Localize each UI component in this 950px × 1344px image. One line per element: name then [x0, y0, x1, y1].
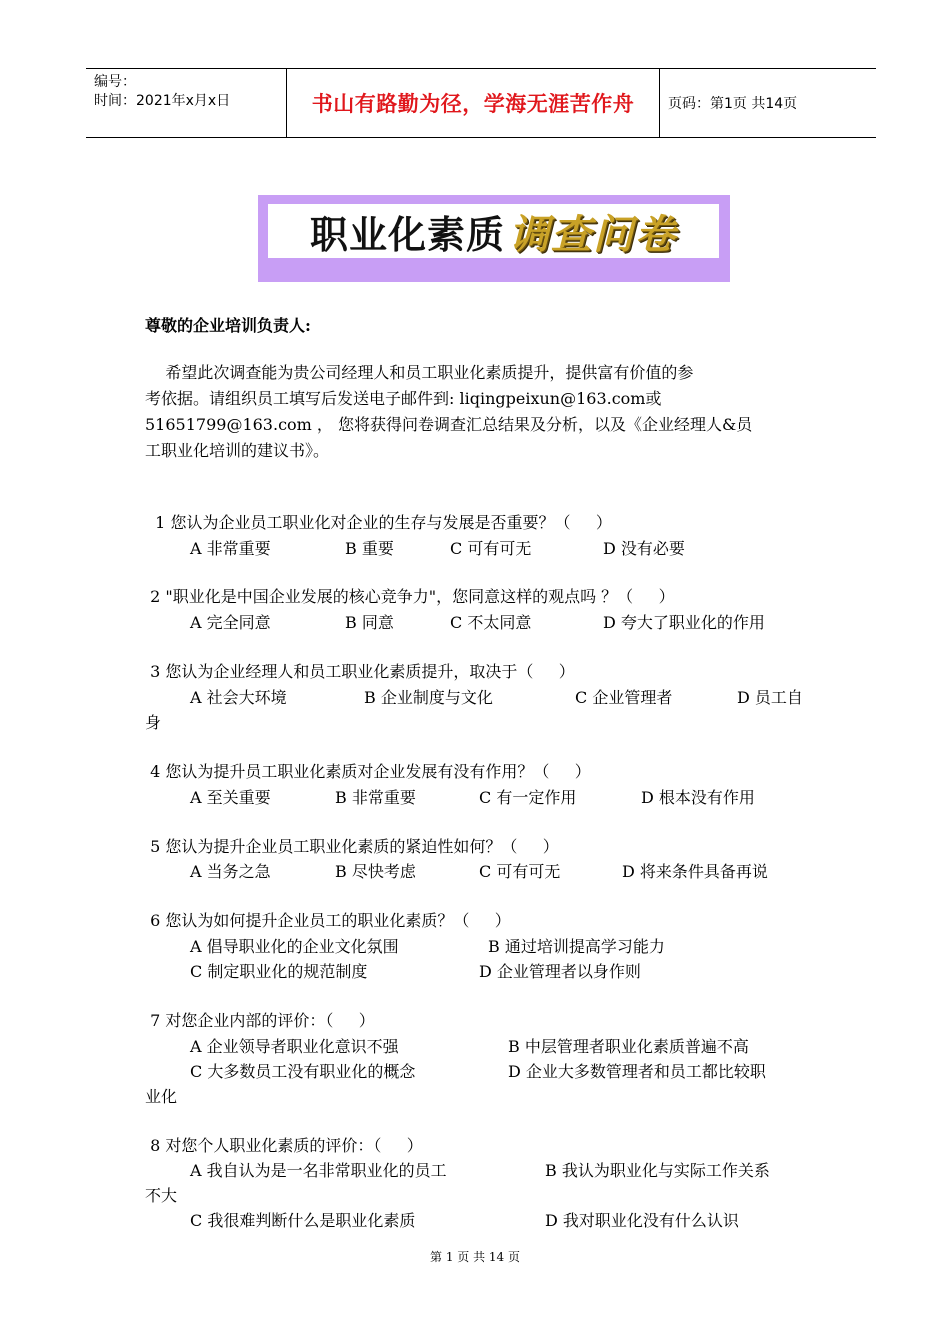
- q2-option-a: A 完全同意: [190, 613, 271, 632]
- q7-option-b: B 中层管理者职业化素质普遍不高: [508, 1037, 749, 1056]
- question-2: 2 "职业化是中国企业发展的核心竞争力"，您同意这样的观点吗 ？（ ）: [145, 587, 675, 606]
- letter-line: 51651799@163.com ， 您将获得问卷调查汇总结果及分析，以及《企业经理人&员: [145, 415, 753, 434]
- q8-option-d: D 我对职业化没有什么认识: [545, 1211, 739, 1230]
- letter-line: 考依据。请组织员工填写后发送电子邮件到: liqingpeixun@163.com或: [145, 389, 662, 408]
- document-number-label: 编号：: [94, 74, 136, 90]
- header-page-label: 页码：第1页 共14页: [668, 96, 798, 112]
- q7-option-d-wrap: 业化: [145, 1087, 178, 1106]
- q3-option-d: D 员工自: [737, 688, 803, 707]
- q4-option-d: D 根本没有作用: [641, 788, 755, 807]
- q8-option-b: B 我认为职业化与实际工作关系: [545, 1161, 770, 1180]
- letter-line: 希望此次调查能为贵公司经理人和员工职业化素质提升，提供富有价值的参: [145, 363, 694, 382]
- q3-option-d-wrap: 身: [145, 713, 162, 732]
- question-3: 3 您认为企业经理人和员工职业化素质提升，取决于（ ）: [145, 662, 575, 681]
- q5-option-d: D 将来条件具备再说: [622, 862, 768, 881]
- q3-option-b: B 企业制度与文化: [364, 688, 493, 707]
- q5-option-b: B 尽快考虑: [335, 862, 416, 881]
- q1-option-a: A 非常重要: [190, 539, 271, 558]
- q7-option-d: D 企业大多数管理者和员工都比较职: [508, 1062, 766, 1081]
- q4-option-c: C 有一定作用: [479, 788, 577, 807]
- question-4: 4 您认为提升员工职业化素质对企业发展有没有作用？（ ）: [145, 762, 591, 781]
- question-7: 7 对您企业内部的评价：（ ）: [145, 1011, 375, 1030]
- q4-option-a: A 至关重要: [190, 788, 271, 807]
- q3-option-c: C 企业管理者: [575, 688, 673, 707]
- title-gold-text: 调查问卷: [509, 210, 677, 258]
- q3-option-a: A 社会大环境: [190, 688, 287, 707]
- document-time-label: 时间：2021年x月x日: [94, 93, 231, 109]
- q8-option-c: C 我很难判断什么是职业化素质: [190, 1211, 416, 1230]
- title-banner: [258, 195, 730, 282]
- q4-option-b: B 非常重要: [335, 788, 416, 807]
- title-banner-inner: [268, 204, 719, 258]
- letter-line: 工职业化培训的建议书》。: [145, 441, 330, 460]
- question-5: 5 您认为提升企业员工职业化素质的紧迫性如何？（ ）: [145, 837, 559, 856]
- title-black-text: 职业化素质: [309, 211, 505, 257]
- q8-option-b-wrap: 不大: [145, 1186, 178, 1205]
- question-1: 1 您认为企业员工职业化对企业的生存与发展是否重要？（ ）: [145, 513, 612, 532]
- q7-option-c: C 大多数员工没有职业化的概念: [190, 1062, 416, 1081]
- question-8: 8 对您个人职业化素质的评价：（ ）: [145, 1136, 423, 1155]
- q6-option-d: D 企业管理者以身作则: [479, 962, 641, 981]
- q6-option-b: B 通过培训提高学习能力: [488, 937, 665, 956]
- header-meta-cell: [86, 69, 287, 137]
- letter-greeting: 尊敬的企业培训负责人:: [145, 316, 311, 335]
- q1-option-c: C 可有可无: [450, 539, 532, 558]
- q6-option-a: A 倡导职业化的企业文化氛围: [190, 937, 399, 956]
- q1-option-d: D 没有必要: [603, 539, 685, 558]
- q5-option-c: C 可有可无: [479, 862, 561, 881]
- page-footer: 第 1 页 共 14 页: [430, 1250, 520, 1264]
- q5-option-a: A 当务之急: [190, 862, 271, 881]
- q6-option-c: C 制定职业化的规范制度: [190, 962, 368, 981]
- q2-option-c: C 不太同意: [450, 613, 532, 632]
- q8-option-a: A 我自认为是一名非常职业化的员工: [190, 1161, 447, 1180]
- header-table: [86, 68, 876, 138]
- header-motto: 书山有路勤为径，学海无涯苦作舟: [287, 69, 660, 137]
- q2-option-b: B 同意: [345, 613, 394, 632]
- q1-option-b: B 重要: [345, 539, 394, 558]
- q2-option-d: D 夸大了职业化的作用: [603, 613, 765, 632]
- question-6: 6 您认为如何提升企业员工的职业化素质？（ ）: [145, 911, 511, 930]
- q7-option-a: A 企业领导者职业化意识不强: [190, 1037, 399, 1056]
